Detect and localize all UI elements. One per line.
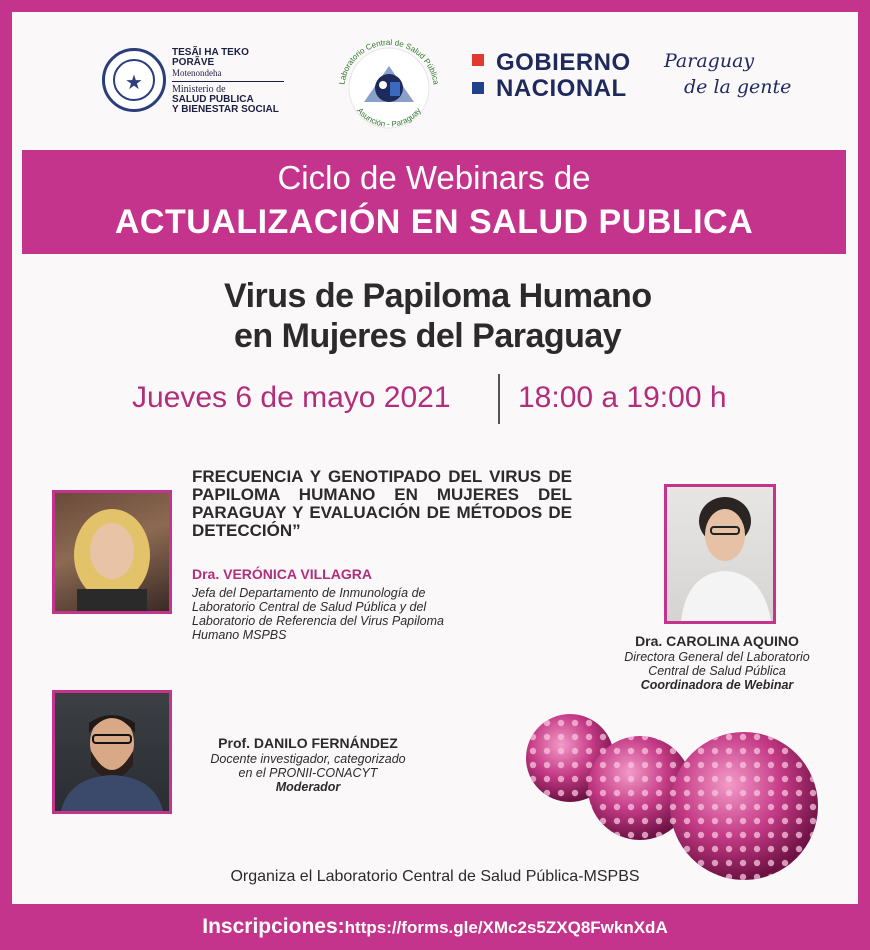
webinar-banner (22, 150, 846, 254)
ministry-seal-icon: ★ (102, 48, 166, 112)
talk-title: FRECUENCIA Y GENOTIPADO DEL VIRUS DE PAPILOMA HUMANO EN MUJERES DEL PARAGUAY Y EVALUACIÓN DE MÉTODOS DE DETECCIÓN” (192, 467, 572, 540)
speaker-photo-villagra (52, 490, 172, 614)
paraguay-de-la-gente-logo: Paraguay de la gente (664, 50, 792, 98)
banner-line2: ACTUALIZACIÓN EN SALUD PUBLICA (114, 203, 754, 241)
flyer-card (12, 12, 858, 904)
gobierno-blue-square (472, 82, 484, 94)
speaker-name-villagra: Dra. VERÓNICA VILLAGRA (192, 566, 372, 582)
virus-illustration (512, 702, 852, 882)
speaker-card-fernandez: Prof. DANILO FERNÁNDEZ Docente investigador, categorizado en el PRONII-CONACYT Moderador (188, 734, 428, 794)
speaker-photo-aquino (664, 484, 776, 624)
speaker-name-aquino: Dra. CAROLINA AQUINO (635, 633, 799, 649)
event-time: 18:00 a 19:00 h (518, 381, 727, 414)
banner-line1: Ciclo de Webinars de (277, 159, 591, 196)
svg-text:Laboratorio Central de Salud P: Laboratorio Central de Salud Pública (337, 37, 441, 86)
registration-footer (0, 904, 870, 950)
schedule-divider (498, 374, 500, 424)
registration-label: Inscripciones: (202, 915, 345, 938)
svg-text:Asunción - Paraguay: Asunción - Paraguay (355, 106, 423, 129)
lab-logo-icon (330, 30, 448, 140)
speaker-role-aquino: Coordinadora de Webinar (640, 678, 794, 692)
registration-link[interactable]: https://forms.gle/XMc2s5ZXQ8FwknXdA (344, 918, 668, 937)
speaker-name-fernandez: Prof. DANILO FERNÁNDEZ (218, 735, 398, 751)
speaker-role-fernandez: Moderador (275, 780, 341, 794)
speaker-card-aquino: Dra. CAROLINA AQUINO Directora General del Laboratorio Central de Salud Pública Coordinadora de Webinar (602, 632, 832, 692)
event-date: Jueves 6 de mayo 2021 (132, 381, 451, 414)
ministry-logo: TESÃI HA TEKO PORÃVE Motenondeha Ministerio de SALUD PUBLICA Y BIENESTAR SOCIAL (172, 48, 302, 115)
gobierno-red-square (472, 54, 484, 66)
organizer-text: Organiza el Laboratorio Central de Salud Pública-MSPBS (230, 868, 640, 885)
speaker-photo-fernandez (52, 690, 172, 814)
gobierno-nacional-logo: GOBIERNO NACIONAL (496, 49, 631, 102)
speaker-desc-villagra: Jefa del Departamento de Inmunología de Laboratorio Central de Salud Pública y del Laboratorio de Referencia del Virus Papiloma Humano MSPBS (192, 586, 445, 642)
event-title: Virus de Papiloma Humano en Mujeres del Paraguay (224, 277, 652, 355)
